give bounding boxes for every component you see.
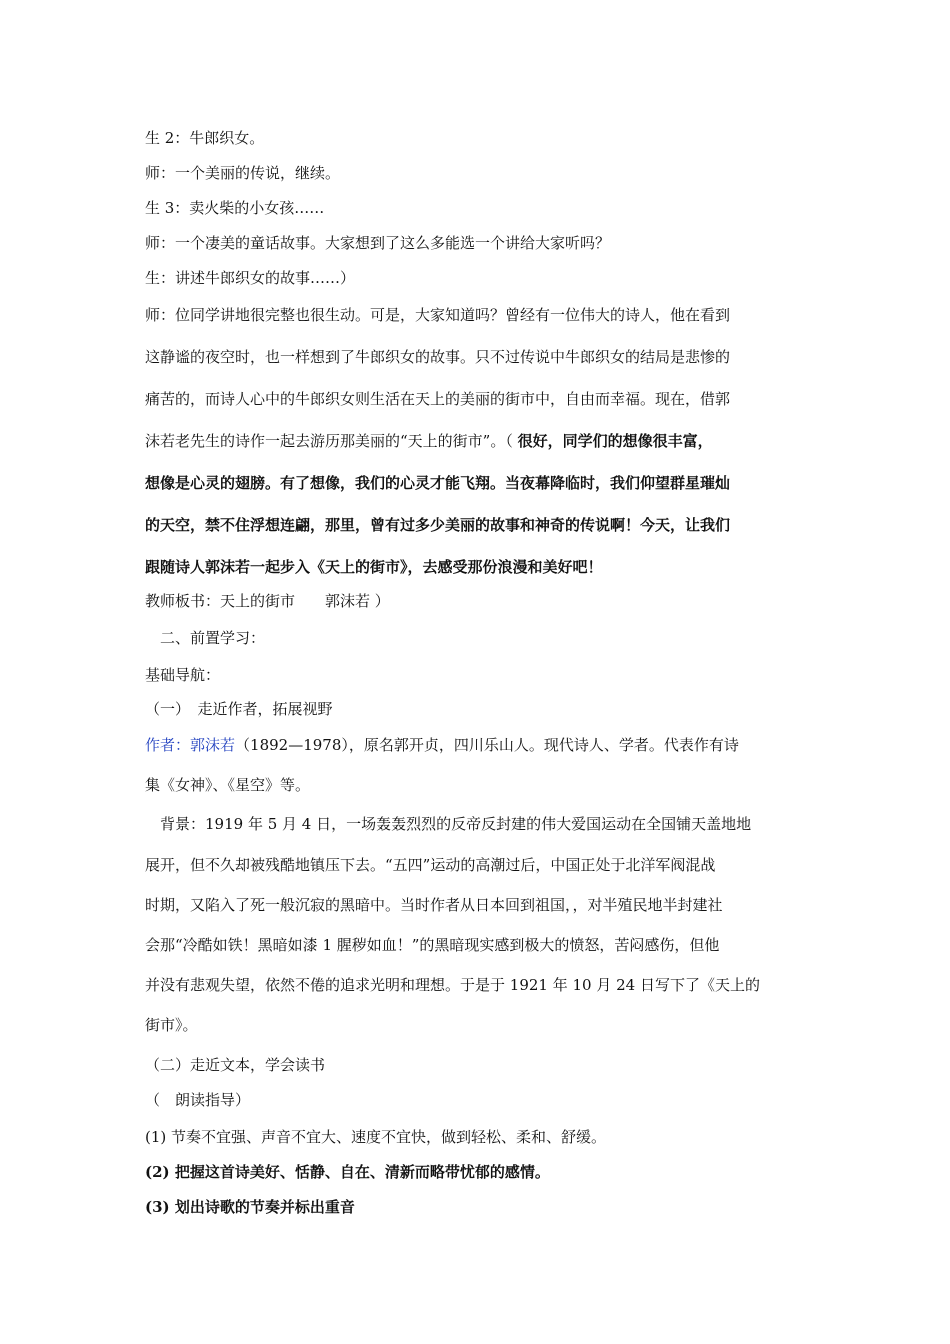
- background-line: 街市》。: [145, 1016, 198, 1034]
- subsection-label: 基础导航：: [145, 666, 221, 684]
- teacher-paragraph-bold-line: 的天空，禁不住浮想连翩，那里，曾有过多少美丽的故事和神奇的传说啊！今天，让我们: [145, 516, 731, 534]
- background-line: 时期，又陷入了死一般沉寂的黑暗中。当时作者从日本回到祖国，，对半殖民地半封建社: [145, 896, 723, 914]
- author-line: 集《女神》、《星空》等。: [145, 776, 311, 794]
- reading-tip: (1) 节奏不宜强、声音不宜大、速度不宜快，做到轻松、柔和、舒缓。: [145, 1128, 607, 1146]
- background-line: 会那“冷酷如铁！黑暗如漆 1 腥秽如血！”的黑暗现实感到极大的愤怒，苦闷感伤，但他: [145, 936, 720, 954]
- part-heading: （一） 走近作者，拓展视野: [145, 700, 333, 718]
- author-description: （1892—1978），原名郭开贞，四川乐山人。现代诗人、学者。代表作有诗: [235, 736, 739, 754]
- background-line: 背景：1919 年 5 月 4 日，一场轰轰烈烈的反帝反封建的伟大爱国运动在全国铺天盖地地: [160, 815, 752, 833]
- reading-tip: (2) 把握这首诗美好、恬静、自在、清新而略带忧郁的感情。: [145, 1163, 550, 1181]
- author-line: [145, 735, 815, 755]
- dialogue-student-2: 生 2：牛郎织女。: [145, 129, 265, 147]
- teacher-paragraph-bold-line: 想像是心灵的翅膀。有了想像，我们的心灵才能飞翔。当夜幕降临时，我们仰望群星璀灿: [145, 474, 731, 492]
- teacher-paragraph-text: 沫若老先生的诗作一起去游历那美丽的“天上的街市”。（: [145, 432, 518, 450]
- background-line: 展开，但不久却被残酷地镇压下去。“五四”运动的高潮过后，中国正处于北洋军阀混战: [145, 856, 716, 874]
- teacher-paragraph-line: 师：位同学讲地很完整也很生动。可是，大家知道吗？曾经有一位伟大的诗人，他在看到: [145, 306, 731, 324]
- blackboard-note: 教师板书：天上的街市 郭沫若 ）: [145, 592, 390, 610]
- dialogue-student-3: 生 3：卖火柴的小女孩……: [145, 199, 325, 217]
- dialogue-student-4: 生：讲述牛郎织女的故事……）: [145, 269, 356, 287]
- teacher-paragraph-bold-text: 很好，同学们的想像很丰富，: [517, 432, 713, 450]
- reading-guide-label: （ 朗读指导）: [145, 1091, 251, 1109]
- reading-tip: (3) 划出诗歌的节奏并标出重音: [145, 1198, 355, 1216]
- teacher-paragraph-line: 这静谧的夜空时，也一样想到了牛郎织女的故事。只不过传说中牛郎织女的结局是悲惨的: [145, 348, 731, 366]
- section-heading: 二、前置学习：: [160, 629, 266, 647]
- author-label: 作者：: [145, 736, 191, 754]
- dialogue-teacher-2: 师：一个凄美的童话故事。大家想到了这么多能选一个讲给大家听吗？: [145, 234, 611, 252]
- teacher-paragraph-bold-line: 跟随诗人郭沫若一起步入《天上的街市》，去感受那份浪漫和美好吧！: [145, 558, 603, 576]
- teacher-paragraph-line: 痛苦的，而诗人心中的牛郎织女则生活在天上的美丽的街市中，自由而幸福。现在，借郭: [145, 390, 731, 408]
- teacher-paragraph-line: [145, 431, 815, 451]
- author-name: 郭沫若: [190, 736, 236, 754]
- part-heading: （二）走近文本，学会读书: [145, 1056, 326, 1074]
- background-line: 并没有悲观失望，依然不倦的追求光明和理想。于是于 1921 年 10 月 24 日写下了《天上的: [145, 976, 760, 994]
- dialogue-teacher-1: 师：一个美丽的传说，继续。: [145, 164, 341, 182]
